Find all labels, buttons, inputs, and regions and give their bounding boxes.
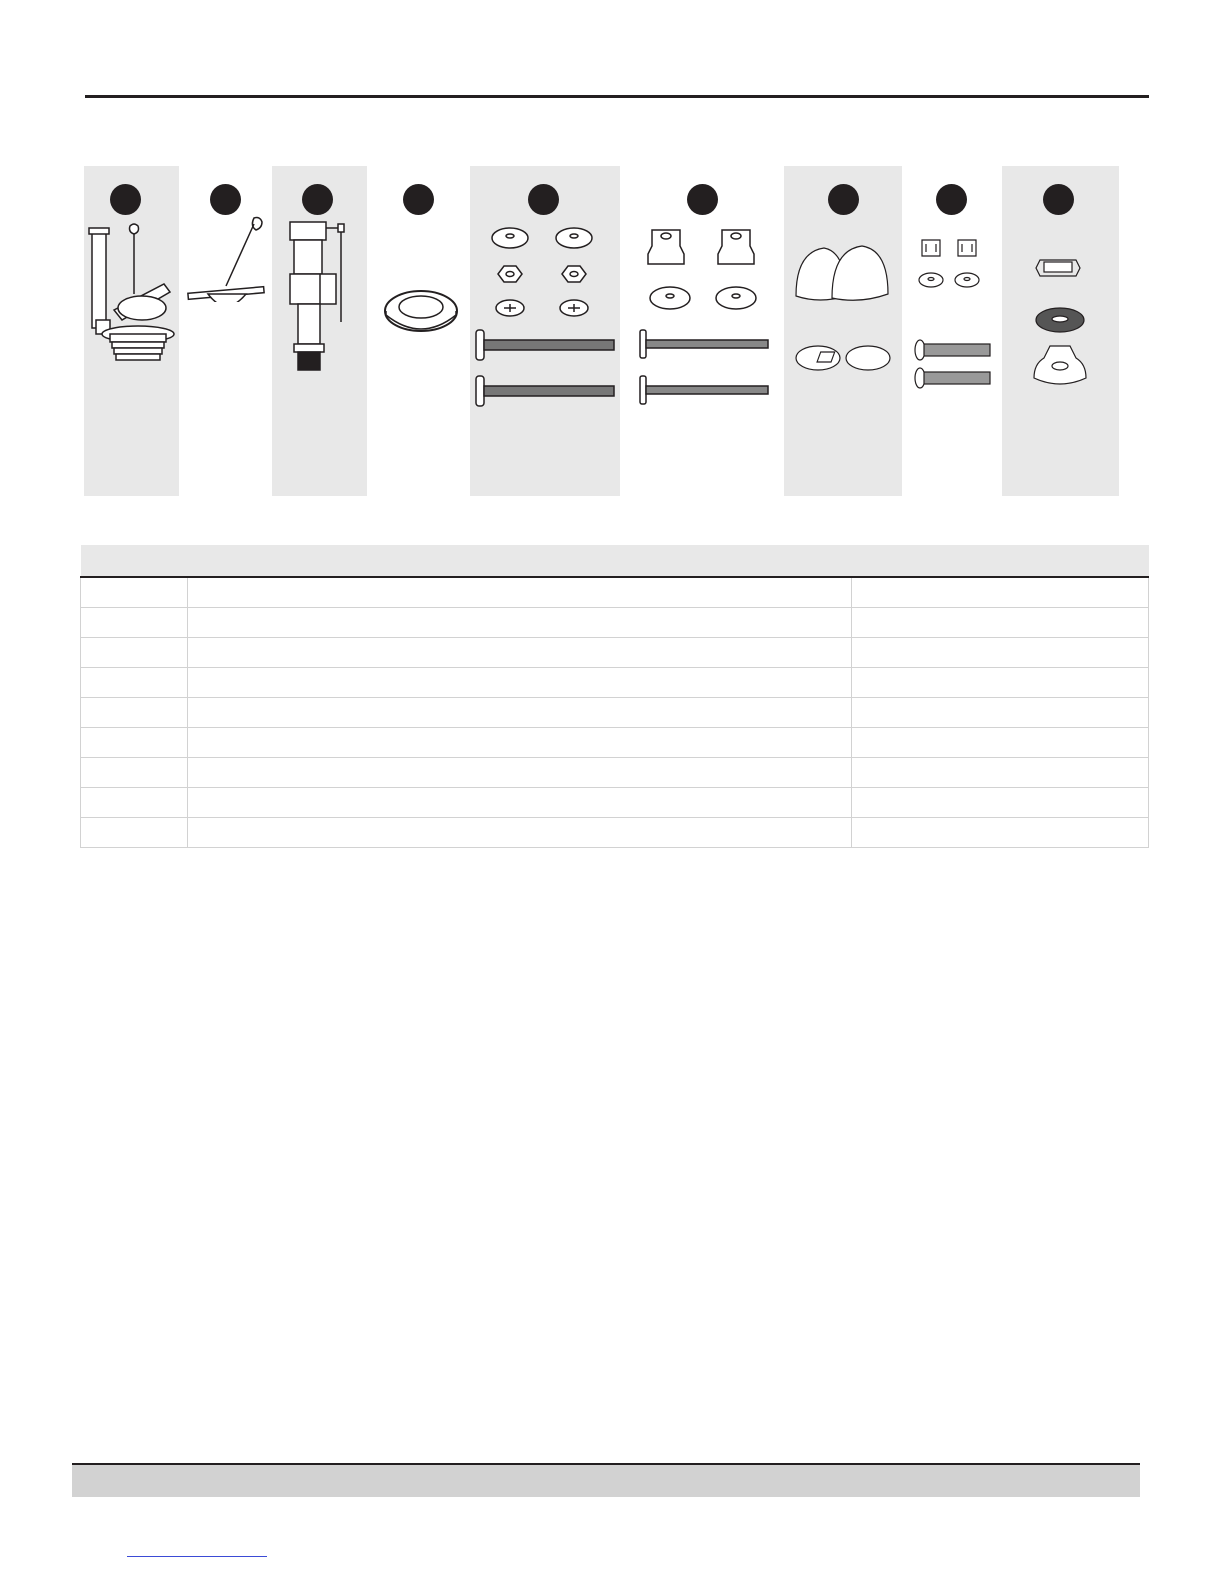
table-row xyxy=(81,728,1149,758)
footer-bar xyxy=(72,1465,1140,1497)
table-cell xyxy=(81,728,188,758)
flush-valve-icon xyxy=(86,222,178,364)
table-cell xyxy=(852,788,1149,818)
table-cell xyxy=(81,638,188,668)
tank-bolts-icon xyxy=(636,222,772,418)
table-cell xyxy=(81,668,188,698)
tank-bolts-icon xyxy=(474,222,618,418)
part-badge xyxy=(210,184,241,215)
table-row xyxy=(81,818,1149,848)
table-cell xyxy=(852,577,1149,608)
table-cell xyxy=(81,577,188,608)
table-row xyxy=(81,608,1149,638)
table-row xyxy=(81,788,1149,818)
header-rule xyxy=(85,95,1149,98)
table-cell xyxy=(188,608,852,638)
table-cell xyxy=(188,577,852,608)
table-cell xyxy=(188,788,852,818)
table-header xyxy=(81,545,1149,577)
table-cell xyxy=(852,608,1149,638)
table-row xyxy=(81,577,1149,608)
table-cell xyxy=(852,668,1149,698)
table-cell xyxy=(81,818,188,848)
table-cell xyxy=(852,638,1149,668)
table-row xyxy=(81,638,1149,668)
table-cell xyxy=(81,608,188,638)
column-header xyxy=(852,545,1149,577)
column-header xyxy=(188,545,852,577)
table-cell xyxy=(852,698,1149,728)
table-cell xyxy=(188,638,852,668)
fill-valve-icon xyxy=(284,218,354,374)
footer-link[interactable] xyxy=(127,1556,267,1557)
lever-hardware-icon xyxy=(1030,250,1090,388)
table-cell xyxy=(852,818,1149,848)
table-row xyxy=(81,758,1149,788)
part-badge xyxy=(302,184,333,215)
part-badge xyxy=(936,184,967,215)
table-body xyxy=(81,577,1149,848)
part-badge xyxy=(1043,184,1074,215)
bolt-caps-icon xyxy=(792,244,896,374)
seat-hardware-icon xyxy=(912,236,996,392)
table-cell xyxy=(188,728,852,758)
parts-table xyxy=(80,545,1149,848)
table-row xyxy=(81,668,1149,698)
part-badge xyxy=(528,184,559,215)
part-badge xyxy=(403,184,434,215)
column-header xyxy=(81,545,188,577)
part-badge xyxy=(687,184,718,215)
gasket-icon xyxy=(382,287,460,335)
table-cell xyxy=(81,698,188,728)
table-cell xyxy=(852,758,1149,788)
table-row xyxy=(81,698,1149,728)
flapper-icon xyxy=(186,214,266,302)
table-cell xyxy=(188,758,852,788)
table-cell xyxy=(188,818,852,848)
part-badge xyxy=(110,184,141,215)
table-cell xyxy=(188,668,852,698)
table-cell xyxy=(81,758,188,788)
part-badge xyxy=(828,184,859,215)
table-cell xyxy=(188,698,852,728)
table-cell xyxy=(81,788,188,818)
table-cell xyxy=(852,728,1149,758)
